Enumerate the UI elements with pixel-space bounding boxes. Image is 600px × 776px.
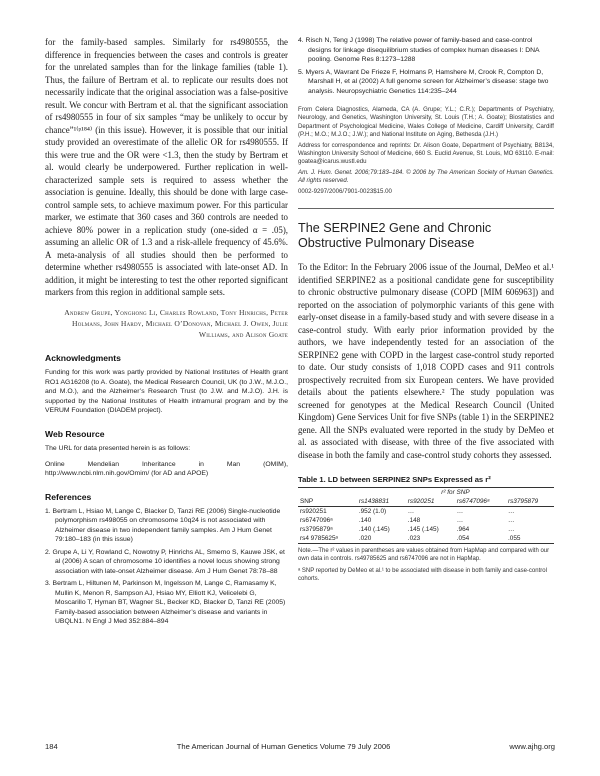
table-cell: … xyxy=(456,508,464,516)
table-cell: rs4 9785625ᵃ xyxy=(300,535,338,543)
table-col-header: SNP xyxy=(300,498,314,506)
table-cell: .952 (1.0) xyxy=(358,508,387,516)
page-footer xyxy=(45,742,555,751)
ld-table xyxy=(298,487,554,544)
reference-item: 4. Risch N, Teng J (1998) The relative power of family-based and case-control designs for linkage disequilibrium studies of complex human diseases I: DNA pooling. Genome Res 8:1273–1288 xyxy=(298,37,540,63)
table-row xyxy=(298,507,554,517)
acknowledgments-text: Funding for this work was partly provided by National Institutes of Health grant RO1 AG16208 (to A. Goate), the Medical Research Council, UK (to J.W., M.J.O., and M.O.), and the Alzheimer’s Research Trust (to J.W. and M.J.O). J.H. is supported by the National Institutes of Health intramural program and by the VERUM Foundation (DIADEM project). xyxy=(45,369,288,415)
table-cell: … xyxy=(507,517,515,525)
table-cell: .020 xyxy=(358,535,372,543)
article-title: The SERPINE2 Gene and Chronic Obstructive Pulmonary Disease xyxy=(298,221,492,251)
table-cell: .023 xyxy=(407,535,421,543)
table-cell: .054 xyxy=(456,535,470,543)
table-cell: … xyxy=(507,508,515,516)
table-col-header: rs6747096ᵃ xyxy=(456,498,490,506)
table-footnote: ᵃ SNP reported by DeMeo et al.¹ to be associated with disease in both family and case-control cohorts. xyxy=(298,567,547,582)
table-cell: … xyxy=(507,526,515,534)
acknowledgments-heading: Acknowledgments xyxy=(45,353,121,364)
affiliations: From Celera Diagnostics, Alameda, CA (A. Grupe; Y.L.; C.R.); Departments of Psychiatry, Neurology, and Genetics, Washington University, St. Louis (T.H.; A. Goate); Biostatistics and Department of Psychological Medicine, Wales College of Medicine, Cardiff University, Cardiff (P.H.; M.O.; M.J.O.; J.W.); and National Institute on Aging, Bethesda (J.H.) xyxy=(298,106,554,139)
table-cell: .148 xyxy=(407,517,421,525)
table-cell: .145 (.145) xyxy=(407,526,439,534)
table-cell: rs6747096ᵃ xyxy=(300,517,333,525)
table-cell: rs3795879ᵃ xyxy=(300,526,333,534)
table-row xyxy=(298,516,554,525)
references-heading: References xyxy=(45,491,92,502)
table-row xyxy=(298,534,554,544)
web-resource-link[interactable]: Online Mendelian Inheritance in Man (OMIM), http://www.ncbi.nlm.nih.gov/Omim/ (for AD and APOE) xyxy=(45,460,288,478)
left-column xyxy=(45,36,288,630)
table-cell: .055 xyxy=(507,535,521,543)
right-column xyxy=(298,36,554,583)
table-cell: rs920251 xyxy=(300,508,327,516)
letter-body: To the Editor: In the February 2006 issue of the Journal, DeMeo et al.¹ identified SERPINE2 as a positional candidate gene for susceptibility to chronic obstructive pulmonary disease (COPD [MIM 606963]) and reported on the association of polymorphic variants of this gene with early-onset disease in a family-based study and with severe disease in a case-control study. With early prior information provided by the authors, we have independently tested for an association of the SERPINE2 gene with COPD in the largest case-control study reported to date. Our study consists of 1,018 COPD cases and 911 controls prospectively recruited from six European centers. We have provided details about the patients elsewhere.² The study population was screened for genotypes at the Medical Research Council (United Kingdom) Gene Services Unit for five SNPs (table 1) in the SERPINE2 gene. All the SNPs evaluated were reported in the study by DeMeo et al. as associated with disease, with three of the five associated with disease in both the family and case-control study cohorts they assessed. xyxy=(298,262,554,460)
table-cell: .964 xyxy=(456,526,470,534)
body-paragraph: for the family-based samples. Similarly for rs4980555, the difference in frequencies between the cases and controls is greater for the unrelated samples than for the linkage families (table 1). Thus, the failure of Bertram et al. to replicate our results does not necessarily indicate that the original association was a false-positive result. We concur with Bertram et al. that the significant association of rs4980555 in four of six samples “may be unlikely to occur by chance”¹⁽ᵖ¹⁸⁴⁾ (in this issue). However, it is possible that our initial study provided an overestimate of the allelic OR for rs4980555. If this were true and the OR were <1.3, then the study by Bertram et al. would clearly be underpowered. Further replication in well-characterized sample sets is required to assess whether the association is genuine. Ideally, this should be done with large case-control sample sets, to achieve maximum power. For this particular marker, we estimate that 360 cases and 360 controls are needed to achieve 80% power in a replication study (one-sided α = .05), assuming an allelic OR of 1.3 and a risk-allele frequency of 45.6%. A meta-analysis of all studies should then be performed to determine whether rs4980555 is associated with late-onset AD. In addition, it might be interesting to test the other reported significant markers from this region in additional sample sets. xyxy=(45,37,288,297)
web-resource-heading: Web Resource xyxy=(45,429,105,440)
reference-list xyxy=(45,507,288,627)
correspondence-address: Address for correspondence and reprints: Dr. Alison Goate, Department of Psychiatry, B8134, Washington University School of Medicine, 660 S. Euclid Avenue, St. Louis, MO 63110. E-mail: goatea@icarus.wustl.edu xyxy=(298,141,554,166)
reference-list-continued xyxy=(298,36,554,96)
table-note: Note.—The r² values in parentheses are values obtained from HapMap and compared with our own data in controls. rs49785625 and rs6747096 are not in HapMap. xyxy=(298,548,550,563)
journal-info: The American Journal of Human Genetics Volume 79 July 2006 xyxy=(176,742,391,751)
reference-item: 3. Bertram L, Hiltunen M, Parkinson M, Ingelsson M, Lange C, Ramasamy K, Mullin K, Menon R, Sampson AJ, Hsiao MY, Elliott KJ, Velicelebi G, Moscarillo T, Hyman BT, Wagner SL, Becker KD, Blacker D, Tanzi RE (2005) Family-based association between Alzheimer’s disease and variants in UBQLN1. N Engl J Med 352:884–894 xyxy=(45,580,286,626)
doi-line: 0002-9297/2006/7901-0023$15.00 xyxy=(298,187,392,195)
citation-line: Am. J. Hum. Genet. 2006;79:183–184. © 2006 by The American Society of Human Genetics. All rights reserved. xyxy=(298,168,554,185)
table-cell: .140 xyxy=(358,517,372,525)
table-col-header: rs1438831 xyxy=(358,498,390,506)
table-cell: … xyxy=(407,508,415,516)
reference-item: 1. Bertram L, Hsiao M, Lange C, Blacker D, Tanzi RE (2006) Single-nucleotide polymorphism rs498055 on chromosome 10q24 is not associated with Alzheimer disease in two independent family samples. Am J Hum Genet 79:180–183 (in this issue) xyxy=(45,507,281,544)
table-cell: .140 (.145) xyxy=(358,526,390,534)
table-title: Table 1. LD between SERPINE2 SNPs Expressed as r² xyxy=(298,475,491,485)
reference-item: 5. Myers A, Wavrant De Frieze F, Holmans P, Hamshere M, Crook R, Compton D, Marshall H, et al (2002) A full genome screen for Alzheimer’s disease: stage two analysis. Neuropsychiatric Genetics 114:235–244 xyxy=(298,68,549,95)
table-cell: … xyxy=(456,517,464,525)
journal-url[interactable]: www.ajhg.org xyxy=(509,742,555,751)
web-resource-intro: The URL for data presented herein is as follows: xyxy=(45,445,191,453)
page-number: 184 xyxy=(45,742,58,751)
reference-item: 2. Grupe A, Li Y, Rowland C, Nowotny P, Hinrichs AL, Smemo S, Kauwe JSK, et al (2006) A scan of chromosome 10 identifies a novel locus showing strong association with late-onset Alzheimer disease. Am J Hum Genet 78:78–88 xyxy=(45,548,285,575)
table-row xyxy=(298,525,554,534)
table-group-header: r² for SNP xyxy=(441,489,470,497)
table-col-header: rs3795879 xyxy=(507,498,539,506)
section-divider xyxy=(298,208,554,209)
table-col-header: rs920251 xyxy=(407,498,435,506)
author-list: Andrew Grupe, Yonghong Li, Charles Rowland, Tony Hinrichs, Peter Holmans, John Hardy, Michael O’Donovan, Michael J. Owen, Julie Williams, and Alison Goate xyxy=(64,307,288,339)
